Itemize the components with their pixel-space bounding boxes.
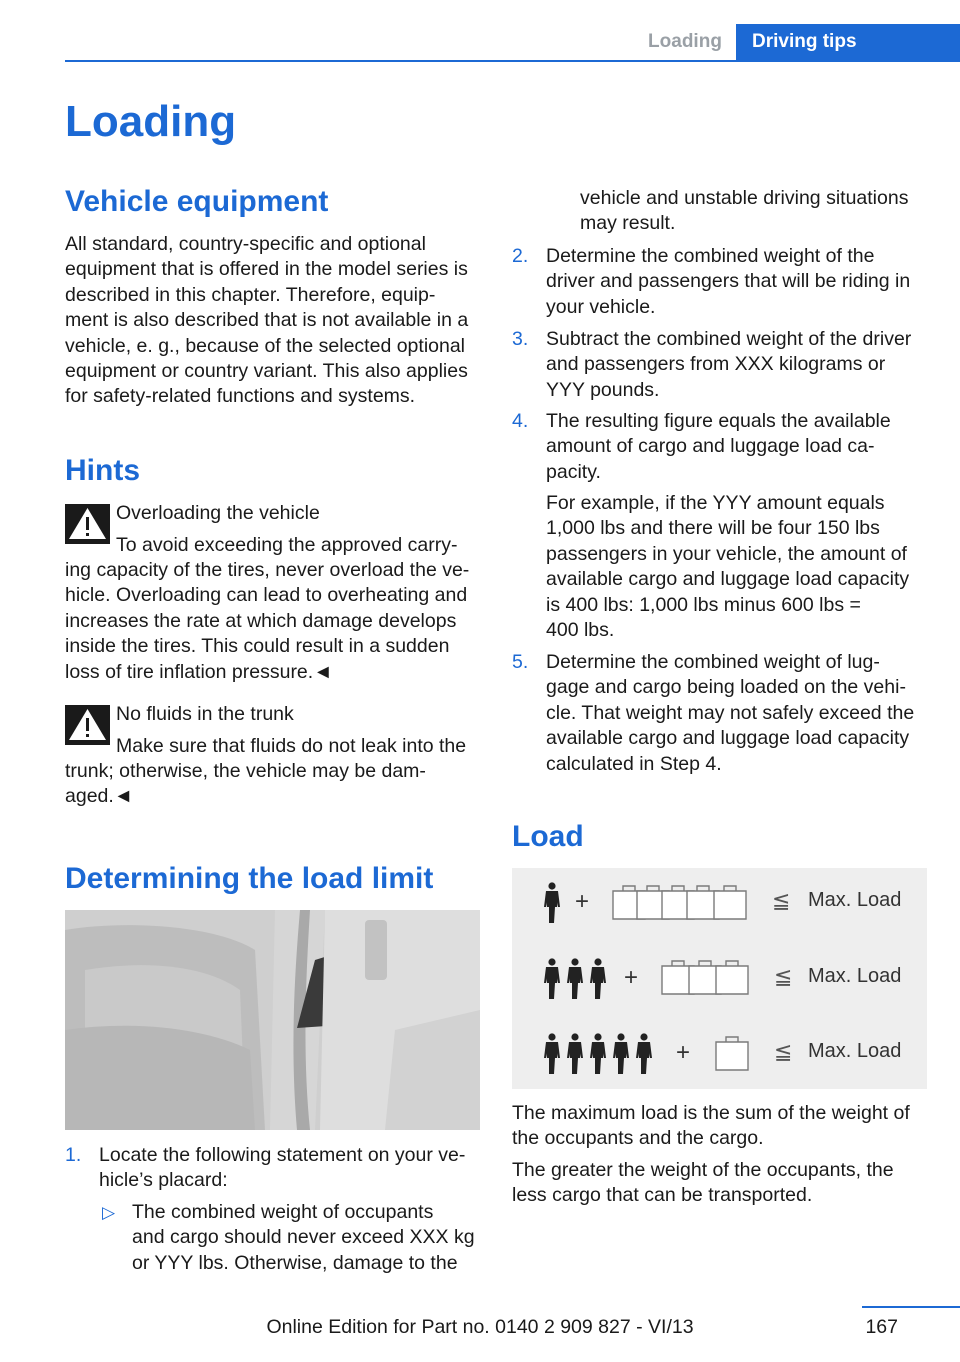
step-3-text: Subtract the combined weight of the driver and passengers from XXX kilograms or YYY pounds. bbox=[546, 328, 912, 401]
step-1-number: 1. bbox=[65, 1144, 82, 1166]
warning2-text: trunk; otherwise, the vehicle may be dam- aged.◄ bbox=[65, 760, 426, 808]
page-title: Loading bbox=[65, 97, 237, 146]
header-tab-driving-tips[interactable]: Driving tips bbox=[736, 24, 960, 60]
plus-sign: + bbox=[624, 964, 639, 991]
warning1-first-line: To avoid exceeding the approved carry- bbox=[116, 534, 458, 556]
luggage-icon bbox=[716, 1037, 748, 1070]
page-number-rule bbox=[862, 1306, 960, 1308]
load-paragraph-2: The greater the weight of the occupants, the less cargo that can be transported. bbox=[512, 1159, 894, 1207]
person-icon bbox=[590, 1033, 606, 1074]
person-icon bbox=[567, 1033, 583, 1074]
step-1-text: Locate the following statement on your ve- hicle’s placard: bbox=[99, 1144, 466, 1192]
step-2-number: 2. bbox=[512, 245, 529, 267]
less-equal-sign: ≦ bbox=[774, 964, 793, 989]
heading-hints: Hints bbox=[65, 454, 140, 487]
step-2-text: Determine the combined weight of the driver and passengers that will be riding in your vehicle. bbox=[546, 245, 911, 318]
step-5-number: 5. bbox=[512, 651, 529, 673]
heading-vehicle-equipment: Vehicle equipment bbox=[65, 185, 329, 218]
plus-sign: + bbox=[676, 1039, 691, 1066]
warning1-text: ing capacity of the tires, never overload the ve- hicle. Overloading can lead to overheating and increases the rate at which damage develops inside the tires. This could result in a sudden loss of tire inflation pressure.◄ bbox=[65, 559, 470, 683]
load-paragraph-1: The maximum load is the sum of the weight of the occupants and the cargo. bbox=[512, 1102, 910, 1150]
step-4-text: The resulting figure equals the available amount of cargo and luggage load ca- pacity. bbox=[546, 410, 891, 483]
vehicle-equipment-text: All standard, country-specific and optional equipment that is offered in the model series is described in this chapter. Therefore, equip- ment is also described that is not available in a vehicle, e. g., because of the selected optional equipment or country variant. This also applies for safety-related functions and systems. bbox=[65, 233, 469, 408]
warning-triangle-icon bbox=[65, 705, 110, 745]
warning-triangle-icon bbox=[65, 504, 110, 544]
step-1-bullet: The combined weight of occupants and cargo should never exceed XXX kg or YYY lbs. Otherwise, damage to the bbox=[132, 1201, 475, 1274]
person-icon bbox=[544, 958, 560, 999]
less-equal-sign: ≦ bbox=[772, 888, 791, 913]
bullet-arrow-icon: ▷ bbox=[102, 1203, 116, 1222]
max-load-label: Max. Load bbox=[808, 965, 902, 987]
page-number: 167 bbox=[865, 1316, 898, 1338]
step-4-number: 4. bbox=[512, 410, 529, 432]
luggage-icon bbox=[716, 961, 748, 994]
step-1-bullet-continued: vehicle and unstable driving situations may result. bbox=[580, 187, 909, 235]
person-icon bbox=[636, 1033, 652, 1074]
max-load-label: Max. Load bbox=[808, 1040, 902, 1062]
person-icon bbox=[567, 958, 583, 999]
heading-load: Load bbox=[512, 820, 584, 853]
warning1-title: Overloading the vehicle bbox=[116, 502, 320, 524]
max-load-label: Max. Load bbox=[808, 889, 902, 911]
person-icon bbox=[590, 958, 606, 999]
person-icon bbox=[544, 882, 560, 923]
placard-location-photo bbox=[65, 910, 480, 1130]
less-equal-sign: ≦ bbox=[774, 1039, 793, 1064]
plus-sign: + bbox=[575, 888, 590, 915]
step-4-example: For example, if the YYY amount equals 1,000 lbs and there will be four 150 lbs passengers in your vehicle, the amount of available cargo and luggage load capacity is 400 lbs: 1,000 lbs minus 600 lbs = 400 lbs. bbox=[546, 492, 910, 642]
heading-load-limit: Determining the load limit bbox=[65, 862, 434, 895]
luggage-icon bbox=[714, 886, 746, 919]
max-load-diagram bbox=[512, 868, 927, 1089]
step-3-number: 3. bbox=[512, 328, 529, 350]
header-tab-loading[interactable]: Loading bbox=[648, 31, 722, 52]
step-5-text: Determine the combined weight of lug- gage and cargo being loaded on the vehi- cle. That weight may not safely exceed the available cargo and luggage load capacity calculated in Step 4. bbox=[546, 651, 915, 775]
warning2-title: No fluids in the trunk bbox=[116, 703, 294, 725]
person-icon bbox=[544, 1033, 560, 1074]
warning2-first-line: Make sure that fluids do not leak into the bbox=[116, 735, 467, 757]
header-rule bbox=[65, 60, 960, 62]
footer-edition: Online Edition for Part no. 0140 2 909 827 - VI/13 bbox=[266, 1316, 694, 1338]
person-icon bbox=[613, 1033, 629, 1074]
